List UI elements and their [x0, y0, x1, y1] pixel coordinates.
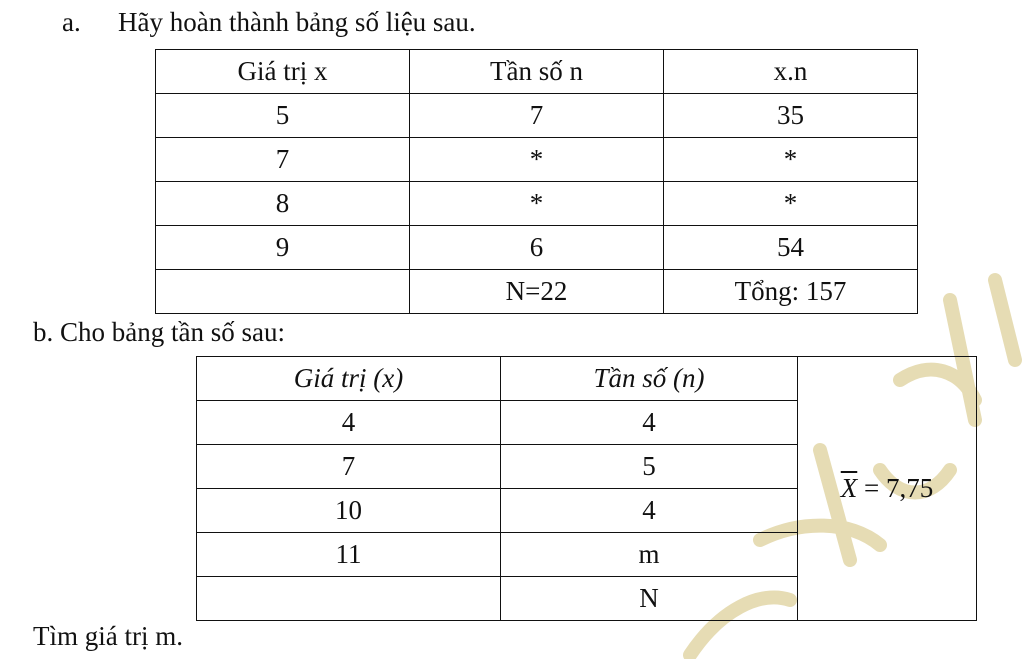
table-header-row [197, 357, 977, 401]
cell-empty [156, 270, 410, 314]
table-total-row [156, 270, 918, 314]
table-row [156, 182, 918, 226]
cell-empty [197, 577, 501, 621]
cell-frequency: 6 [410, 226, 664, 270]
cell-value: 9 [156, 226, 410, 270]
cell-value: 10 [197, 489, 501, 533]
cell-value: 7 [156, 138, 410, 182]
cell-product: 35 [664, 94, 918, 138]
table-row [156, 226, 918, 270]
table-row [156, 138, 918, 182]
header-frequency-n: Tần số (n) [501, 357, 798, 401]
cell-product: * [664, 138, 918, 182]
watermark-stroke [995, 280, 1015, 360]
part-a-text: Hãy hoàn thành bảng số liệu sau. [118, 7, 476, 37]
header-frequency-n: Tần số n [410, 50, 664, 94]
cell-frequency: * [410, 138, 664, 182]
table-row [156, 94, 918, 138]
cell-value: 7 [197, 445, 501, 489]
cell-value: 8 [156, 182, 410, 226]
cell-total-frequency: N=22 [410, 270, 664, 314]
cell-frequency: * [410, 182, 664, 226]
header-value-x: Giá trị x [156, 50, 410, 94]
cell-product: 54 [664, 226, 918, 270]
table-part-a [155, 49, 918, 314]
cell-frequency: 4 [501, 489, 798, 533]
mean-cell [798, 357, 977, 621]
table-part-b [196, 356, 977, 621]
part-a-label: a. [62, 7, 81, 37]
cell-product: * [664, 182, 918, 226]
cell-frequency: m [501, 533, 798, 577]
header-product-xn: x.n [664, 50, 918, 94]
cell-total-frequency: N [501, 577, 798, 621]
part-a-instruction [62, 6, 476, 38]
mean-expression [841, 473, 933, 503]
mean-value: = 7,75 [857, 473, 934, 503]
cell-value: 4 [197, 401, 501, 445]
cell-value: 5 [156, 94, 410, 138]
cell-frequency: 7 [410, 94, 664, 138]
question-text: Tìm giá trị m. [33, 621, 183, 651]
header-value-x: Giá trị (x) [197, 357, 501, 401]
mean-symbol: $\overline{X}$ [840, 473, 858, 503]
cell-frequency: 5 [501, 445, 798, 489]
cell-frequency: 4 [501, 401, 798, 445]
part-b-instruction: b. Cho bảng tần số sau: [33, 317, 285, 347]
cell-total-sum: Tổng: 157 [664, 270, 918, 314]
table-header-row [156, 50, 918, 94]
cell-value: 11 [197, 533, 501, 577]
